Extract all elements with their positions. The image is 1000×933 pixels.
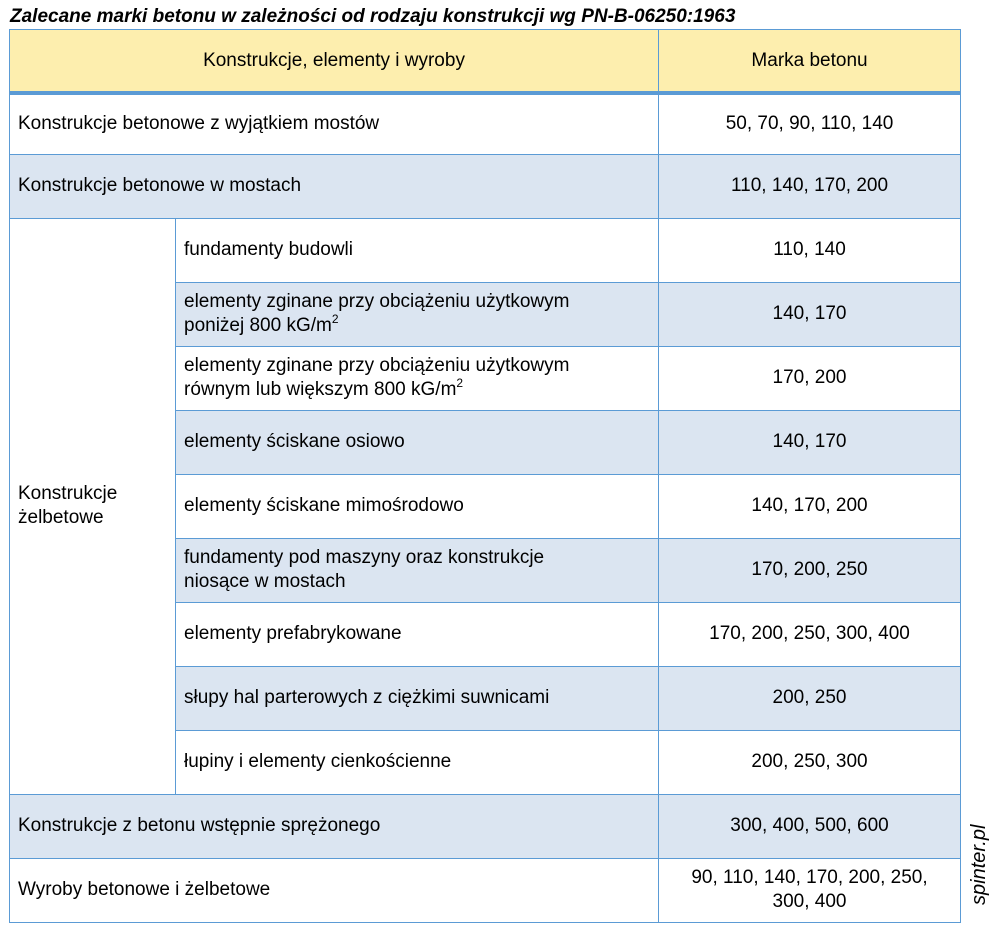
sub-row-value: 140, 170, 200 bbox=[659, 474, 961, 538]
row-label: Konstrukcje betonowe z wyjątkiem mostów bbox=[10, 93, 659, 154]
group-label-reinforced: Konstrukcje żelbetowe bbox=[10, 218, 176, 794]
table-header-row bbox=[10, 30, 961, 94]
header-constructions: Konstrukcje, elementy i wyroby bbox=[10, 30, 659, 94]
sub-row-label: fundamenty pod maszyny oraz konstrukcje niosące w mostach bbox=[176, 538, 659, 602]
sub-row-value: 170, 200, 250 bbox=[659, 538, 961, 602]
sub-row-label: słupy hal parterowych z ciężkimi suwnicami bbox=[176, 666, 659, 730]
row-value: 110, 140, 170, 200 bbox=[659, 154, 961, 218]
table-row bbox=[10, 154, 961, 218]
sub-row-label: elementy ściskane mimośrodowo bbox=[176, 474, 659, 538]
row-label: Konstrukcje z betonu wstępnie sprężonego bbox=[10, 794, 659, 858]
concrete-grade-table bbox=[9, 29, 961, 923]
sub-row-value: 170, 200, 250, 300, 400 bbox=[659, 602, 961, 666]
sub-row-label: łupiny i elementy cienkościenne bbox=[176, 730, 659, 794]
row-value: 90, 110, 140, 170, 200, 250, 300, 400 bbox=[659, 858, 961, 922]
table-row bbox=[10, 794, 961, 858]
sub-row-label: elementy ściskane osiowo bbox=[176, 410, 659, 474]
sub-row-label: fundamenty budowli bbox=[176, 218, 659, 282]
sub-row-value: 200, 250 bbox=[659, 666, 961, 730]
sub-row-value: 200, 250, 300 bbox=[659, 730, 961, 794]
sub-row-label: elementy prefabrykowane bbox=[176, 602, 659, 666]
row-label: Wyroby betonowe i żelbetowe bbox=[10, 858, 659, 922]
sub-row-value: 170, 200 bbox=[659, 346, 961, 410]
sub-row-value: 110, 140 bbox=[659, 218, 961, 282]
row-value: 50, 70, 90, 110, 140 bbox=[659, 93, 961, 154]
table-title: Zalecane marki betonu w zależności od rodzaju konstrukcji wg PN-B-06250:1963 bbox=[10, 6, 736, 27]
table-row bbox=[10, 218, 961, 282]
sub-row-label: elementy zginane przy obciążeniu użytkowym poniżej 800 $kG/m^2$ bbox=[176, 282, 659, 346]
row-value: 300, 400, 500, 600 bbox=[659, 794, 961, 858]
row-label: Konstrukcje betonowe w mostach bbox=[10, 154, 659, 218]
sub-row-value: 140, 170 bbox=[659, 410, 961, 474]
table-row bbox=[10, 858, 961, 922]
sub-row-value: 140, 170 bbox=[659, 282, 961, 346]
watermark: spinter.pl bbox=[968, 824, 990, 905]
header-grade: Marka betonu bbox=[659, 30, 961, 94]
table-row bbox=[10, 93, 961, 154]
sub-row-label: elementy zginane przy obciążeniu użytkowym równym lub większym 800 $kG/m^2$ bbox=[176, 346, 659, 410]
